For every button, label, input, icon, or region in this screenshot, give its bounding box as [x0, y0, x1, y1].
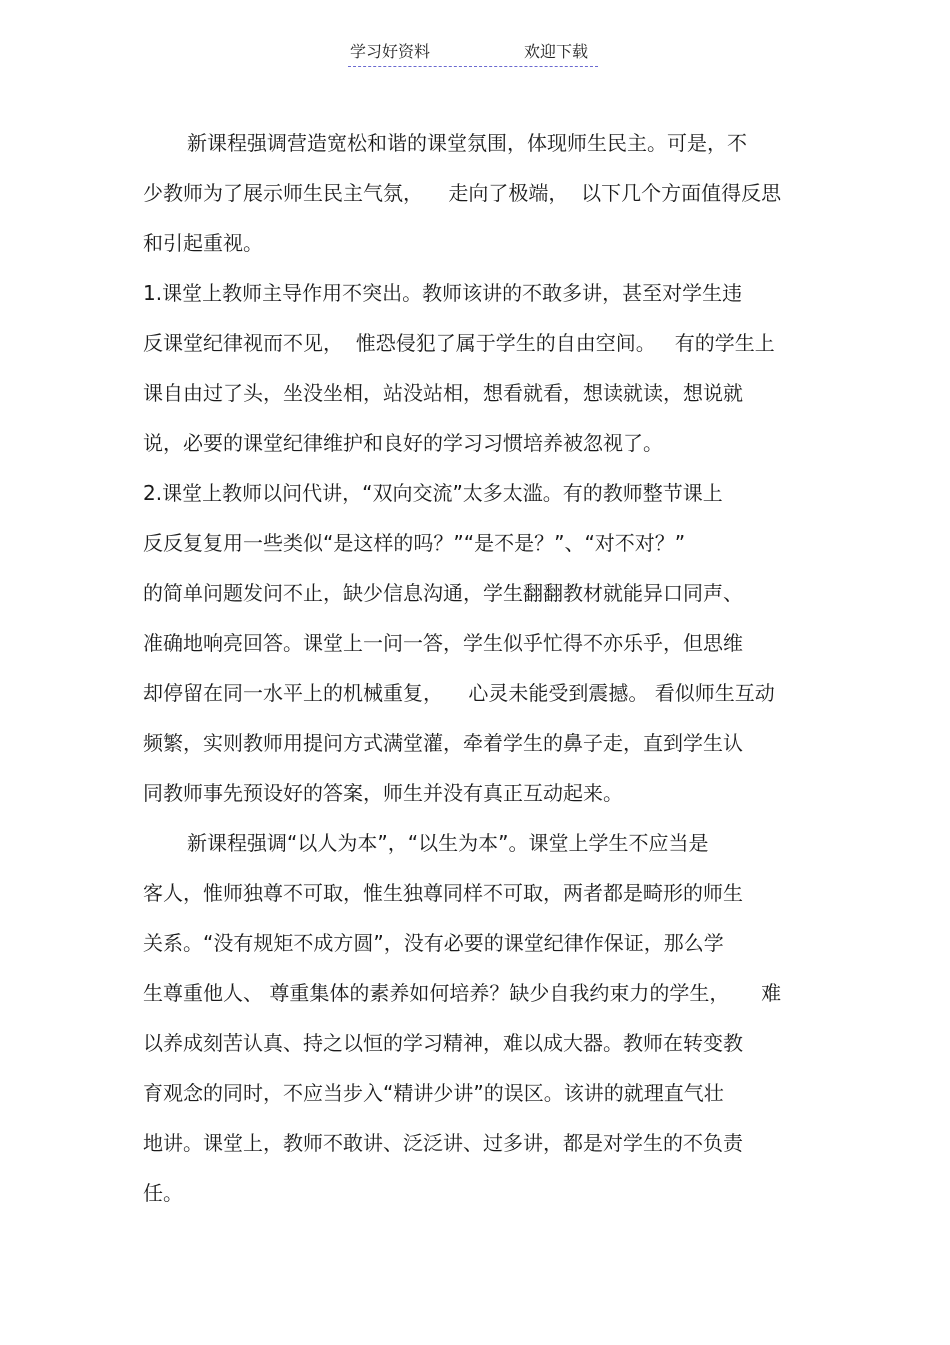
- text-line: 1.课堂上教师主导作用不突出。教师该讲的不敢多讲，甚至对学生违: [143, 281, 743, 305]
- text-line: 少教师为了展示师生民主气氛， 走向了极端， 以下几个方面值得反思: [143, 181, 782, 205]
- header-right-text: 欢迎下载: [524, 42, 589, 61]
- text-line: 准确地响亮回答。课堂上一问一答，学生似乎忙得不亦乐乎，但思维: [143, 631, 743, 655]
- text-line: 的简单问题发问不止，缺少信息沟通，学生翻翻教材就能异口同声、: [143, 581, 743, 605]
- text-line: 反课堂纪律视而不见， 惟恐侵犯了属于学生的自由空间。 有的学生上: [143, 331, 775, 355]
- text-line: 育观念的同时，不应当步入“精讲少讲”的误区。该讲的就理直气壮: [143, 1081, 724, 1105]
- text-line: 2.课堂上教师以问代讲，“双向交流”太多太滥。有的教师整节课上: [143, 481, 723, 505]
- text-line: 新课程强调“以人为本”，“以生为本”。课堂上学生不应当是: [187, 831, 709, 855]
- page-header: [348, 40, 598, 67]
- text-line: 关系。“没有规矩不成方圆”，没有必要的课堂纪律作保证，那么学: [143, 931, 724, 955]
- document-body: [143, 118, 823, 1218]
- header-left-text: 学习好资料: [350, 42, 431, 61]
- text-line: 反反复复用一些类似“是这样的吗？”“是不是？”、“对不对？”: [143, 531, 686, 555]
- text-line: 任。: [143, 1181, 183, 1205]
- text-line: 和引起重视。: [143, 231, 263, 255]
- text-line: 以养成刻苦认真、持之以恒的学习精神，难以成大器。教师在转变教: [143, 1031, 743, 1055]
- text-line: 频繁，实则教师用提问方式满堂灌，牵着学生的鼻子走，直到学生认: [143, 731, 743, 755]
- text-line: 生尊重他人、 尊重集体的素养如何培养？缺少自我约束力的学生， 难: [143, 981, 782, 1005]
- text-line: 课自由过了头，坐没坐相，站没站相，想看就看，想读就读，想说就: [143, 381, 743, 405]
- text-line: 同教师事先预设好的答案，师生并没有真正互动起来。: [143, 781, 623, 805]
- text-line: 却停留在同一水平上的机械重复， 心灵未能受到震撼。 看似师生互动: [143, 681, 775, 705]
- text-line: 客人，惟师独尊不可取，惟生独尊同样不可取，两者都是畸形的师生: [143, 881, 743, 905]
- text-line: 新课程强调营造宽松和谐的课堂氛围，体现师生民主。可是，不: [187, 131, 747, 155]
- text-line: 说，必要的课堂纪律维护和良好的学习习惯培养被忽视了。: [143, 431, 663, 455]
- text-line: 地讲。课堂上，教师不敢讲、泛泛讲、过多讲，都是对学生的不负责: [143, 1131, 743, 1155]
